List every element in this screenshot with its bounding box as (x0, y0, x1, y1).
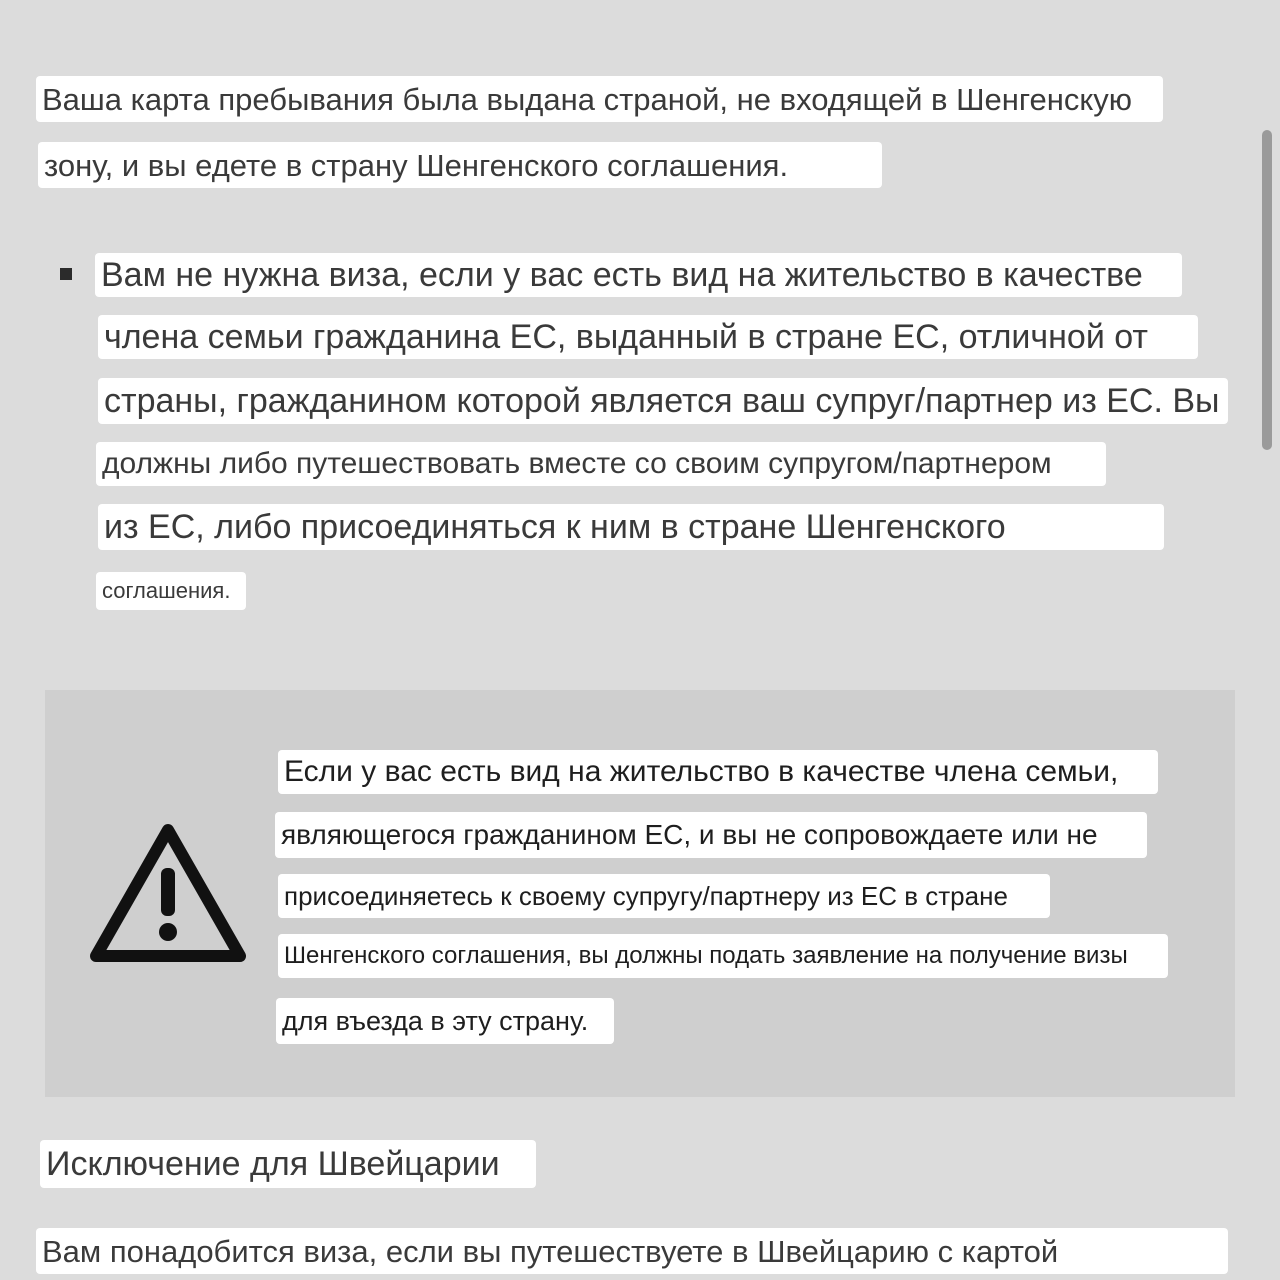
callout-line-4: Шенгенского соглашения, вы должны подать заявление на получение визы (278, 934, 1168, 978)
bullet-line-1: Вам не нужна виза, если у вас есть вид на жительство в качестве (95, 253, 1182, 297)
bullet-line-5: из ЕС, либо присоединяться к ним в стране Шенгенского (98, 504, 1164, 550)
intro-line-2: зону, и вы едете в страну Шенгенского соглашения. (38, 142, 882, 188)
warning-triangle-icon (90, 822, 246, 964)
bullet-line-3: страны, гражданином которой является ваш супруг/партнер из ЕС. Вы (98, 378, 1228, 424)
section-paragraph-line-1: Вам понадобится виза, если вы путешествуете в Швейцарию с картой (36, 1228, 1228, 1274)
section-heading: Исключение для Швейцарии (40, 1140, 536, 1188)
callout-line-3: присоединяетесь к своему супругу/партнеру из ЕС в стране (278, 874, 1050, 918)
intro-line-1: Ваша карта пребывания была выдана страной, не входящей в Шенгенскую (36, 76, 1163, 122)
callout-line-5: для въезда в эту страну. (276, 998, 614, 1044)
bullet-line-4: должны либо путешествовать вместе со своим супругом/партнером (96, 442, 1106, 486)
callout-line-1: Если у вас есть вид на жительство в качестве члена семьи, (278, 750, 1158, 794)
bullet-line-2: члена семьи гражданина ЕС, выданный в стране ЕС, отличной от (98, 315, 1198, 359)
bullet-marker (60, 268, 72, 280)
scrollbar-thumb[interactable] (1262, 130, 1272, 450)
callout-line-2: являющегося гражданином ЕС, и вы не сопровождаете или не (275, 812, 1147, 858)
bullet-line-6: соглашения. (96, 572, 246, 610)
